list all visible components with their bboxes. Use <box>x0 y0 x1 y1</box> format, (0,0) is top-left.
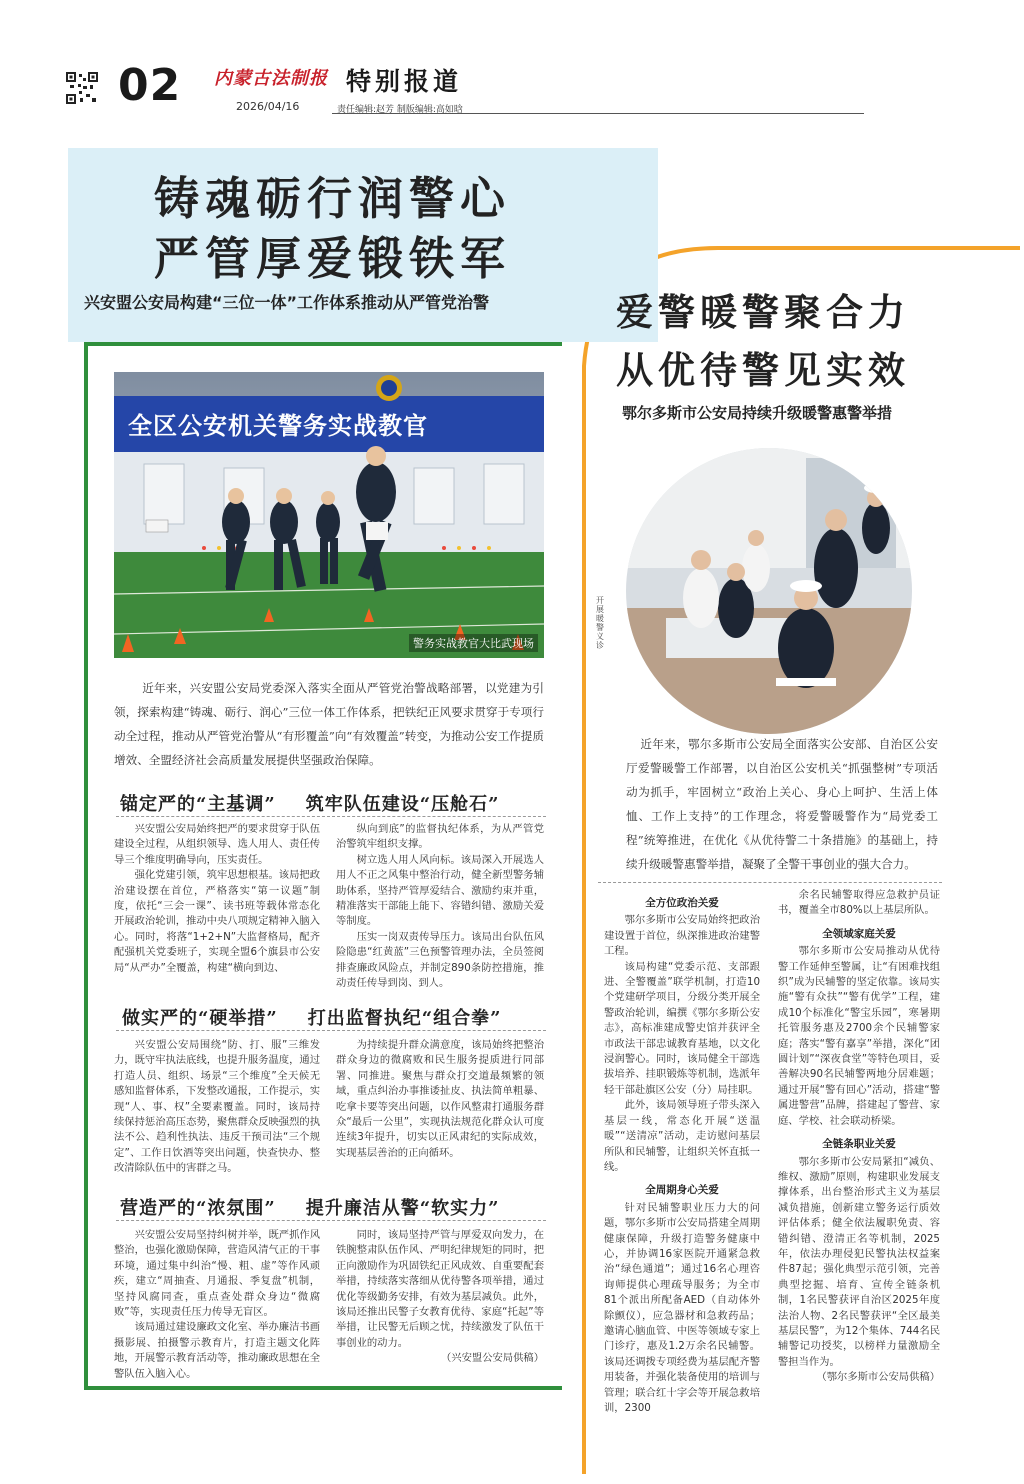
photo-caption: 警务实战教官大比武现场 <box>409 634 538 652</box>
section-divider <box>116 1220 546 1221</box>
section-1-column-2: 纵向到底”的监督执纪体系，为从严管党治警筑牢组织支撑。 树立选人用人风向标。该局深入开展选人用人不正之风集中整治行动，健全新型警务辅助体系，坚持严管厚爱结合、激励约束并重，精准落实干部能上能下、容错纠错、激励关爱等制度。 压实一岗双责传导压力。该局出台队伍风险隐患“红黄蓝”三色预警管理办法，全员签阅排查廉政风险点，并制定890条防控措施，推动责任传导到岗、到人。 <box>336 823 544 990</box>
publication-date: 2026/04/16 <box>236 100 300 113</box>
qr-code <box>66 72 98 104</box>
circle-photo-caption: 开展暖警义诊 <box>596 596 604 650</box>
header-divider <box>332 113 864 114</box>
right-column-1: 全方位政治关爱 鄂尔多斯市公安局始终把政治建设置于首位，纵深推进政治建警工程。 该局构建“党委示范、支部跟进、全警覆盖”联学机制，打造10个党建研学项目，分级分类开展全警政治轮训，编撰《鄂尔多斯公安志》，高标准建成警史馆并获评全市政法干部忠诚教育基地，以文化浸润警心。同时，该局健全干部选拔培养、挂职锻炼等机制，选派年轻干部赴旗区公安（分）局挂职。 此外，该局领导班子带头深入基层一线，常态化开展“送温暖”“送清凉”活动，走访慰问基层所队和民辅警，让组织关怀直抵一线。 全周期身心关爱 针对民辅警职业压力大的问题，鄂尔多斯市公安局搭建全周期健康保障，升级打造警务健康中心，并协调16家医院开通紧急救治“绿色通道”；通过16名心理咨询师提供心理疏导服务；为全市81个派出所配备AED（自动体外除颤仪），应急器材和急救药品；邀请心脑血管、中医等领域专家上门诊疗，惠及1.2万余名民辅警。该局还调拨专项经费为基层配齐警用装备，并强化装备使用的培训与管理；联合红十字会等开展急救培训，2300 <box>604 897 760 1414</box>
left-subtitle: 兴安盟公安局构建“三位一体”工作体系推动从严管党治警 <box>84 293 490 312</box>
left-title-line1: 铸魂砺行润警心 <box>154 172 512 225</box>
newspaper-masthead: 内蒙古法制报 <box>214 68 328 89</box>
section-heading-3: 营造严的“浓氛围” 提升廉洁从警“软实力” <box>120 1198 500 1219</box>
section-2-column-1: 兴安盟公安局围绕“防、打、服”三维发力，既守牢执法底线，也提升服务温度，通过打造人员、组织、场景“三个维度”全天候无感知监督体系，下发整改通报，工作提示，实现“人、事、权”全要素覆盖。同时，该局持续保持惩治高压态势，聚焦群众反映强烈的执法不公、趋利性执法、违反干预司法“三个规定”、工作日饮酒等突出问题，快查快办、整改清除队伍中的害群之马。 <box>114 1039 320 1175</box>
left-article-source: （兴安盟公安局供稿） <box>441 1352 544 1365</box>
section-heading-1: 锚定严的“主基调” 筑牢队伍建设“压舱石” <box>120 794 500 815</box>
right-subtitle: 鄂尔多斯市公安局持续升级暖警惠警举措 <box>622 404 893 422</box>
editor-credits: 责任编辑:赵芳 制版编辑:高如晗 <box>337 105 463 115</box>
section-heading-2: 做实严的“硬举措” 打出监督执纪“组合拳” <box>122 1008 502 1029</box>
subheading-family-care: 全领域家庭关爱 <box>822 927 896 940</box>
section-2-column-2: 为持续提升群众满意度，该局始终把整治群众身边的微腐败和民生服务提质进行同部署、同推进。聚焦与群众打交道最频繁的领域，重点纠治办事推诿扯皮、执法简单粗暴、吃拿卡要等突出问题，以作风整肃打通服务群众“最后一公里”，实现执法规范化群众认可度连续3年提升，切实以正风肃纪的实际成效，实现基层善治的正向循环。 <box>336 1039 544 1159</box>
section-divider <box>116 816 546 817</box>
section-divider <box>116 1030 546 1031</box>
left-article-intro: 近年来，兴安盟公安局党委深入落实全面从严管党治警战略部署，以党建为引领，探索构建“铸魂、砺行、润心”三位一体工作体系，把铁纪正风要求贯穿于专项行动全过程，推动从严管党治警从“有形覆盖”向“有效覆盖”转变，为推动公安工作提质增效、全盟经济社会高质量发展提供坚强政治保障。 <box>114 681 544 767</box>
page-number: 02 <box>118 60 182 111</box>
subheading-political-care: 全方位政治关爱 <box>645 897 719 909</box>
left-title-line2: 严管厚爱锻铁军 <box>154 232 512 285</box>
right-article-source: （鄂尔多斯市公安局供稿） <box>816 1371 940 1384</box>
section-1-column-1: 兴安盟公安局始终把严的要求贯穿于队伍建设全过程，从组织领导、选人用人、责任传导三个维度明确导向，压实责任。 强化党建引领，筑牢思想根基。该局把政治建设摆在首位，严格落实“第一议题”制度，依托“三会一课”、读书班等载体常态化开展政治轮训，推动中央八项规定精神入脑入心。同时，将落“1+2+N”大监督格局，配齐配强机关党委班子，实现全盟6个旗县市公安局“从严办”全覆盖，构建“横向到边、 <box>114 823 320 974</box>
right-column-2: 余名民辅警取得应急救护员证书，覆盖全市80%以上基层所队。 全领域家庭关爱 鄂尔多斯市公安局推动从优待警工作延伸至警属，让“有困难找组织”成为民辅警的坚定依靠。该局实施“警有众扶”“警有优学”工程，建成10个标准化“警宝乐园”，寒暑期托管服务惠及2700余个民辅警家庭；落实“警有嘉享”举措，深化“团圆计划”“深夜食堂”等特色项目，妥善解决90名民辅警两地分居难题；通过开展“警有回心”活动，搭建“警属进警营”品牌，搭建起了警营、家庭、学校、社会联动桥梁。 全链条职业关爱 鄂尔多斯市公安局紧扣“减负、维权、激励”原则，构建职业发展支撑体系，出台整治形式主义为基层减负措施，创新建立警务运行质效评估体系；健全依法履职免责、容错纠错、澄清正名等机制，2025年，依法办理侵犯民警执法权益案件87起；强化典型示范引领，完善典型挖掘、培育、宣传全链条机制，1名民警获评自治区2025年度法治人物、2名民警获评“全区最美基层民警”，为12个集体、744名民辅警记功授奖，以榜样力量激励全警担当作为。 （鄂尔多斯市公安局供稿） <box>778 888 940 1386</box>
right-title-line1: 爱警暖警聚合力 <box>616 290 910 334</box>
subheading-health-care: 全周期身心关爱 <box>645 1184 719 1197</box>
section-title: 特别报道 <box>346 67 463 96</box>
section-3-column-1: 兴安盟公安局坚持纠树并举，既严抓作风整治，也强化激励保障，营造风清气正的干事环境，通过集中纠治“慢、粗、虚”等作风顽疾，建立“周抽查、月通报、季复盘”机制，坚持风腐同查，重点查处群众身边“微腐败”等，实现责任压力传导无盲区。 该局通过建设廉政文化室、举办廉洁书画摄影展、拍摄警示教育片，打造主题文化阵地，开展警示教育活动等，推动廉政思想在全警队伍入脑入心。 <box>114 1229 320 1380</box>
right-article-intro: 近年来，鄂尔多斯市公安局全面落实公安部、自治区公安厅爱警暖警工作部署，以自治区公安机关“抓强整树”专项活动为抓手，牢固树立“政治上关心、身心上呵护、生活上体恤、工作上支持”的工作理念，将爱警暖警作为“局党委工程”统筹推进，在优化《从优待警二十条措施》的基础上，持续升级暖警惠警举措，凝聚了全警干事创业的强大合力。 <box>626 737 938 871</box>
medical-clinic-photo <box>626 448 912 734</box>
section-3-column-2: 同时，该局坚持严管与厚爱双向发力，在铁腕整肃队伍作风、严明纪律规矩的同时，把正向激励作为巩固铁纪正风成效、自重要配套举措，持续落实落细从优待警各项举措，通过优化等级勤务安排，有效为基层减负。此外，该局还推出民警子女教育优待、家庭“托起”等举措，让民警无后顾之忧，持续激发了队伍干事创业的动力。 （兴安盟公安局供稿） <box>336 1228 544 1367</box>
subheading-career-care: 全链条职业关爱 <box>822 1138 896 1151</box>
training-competition-photo <box>114 372 544 658</box>
photo-banner-text: 全区公安机关警务实战教官 <box>128 412 428 440</box>
intro-divider <box>598 882 942 883</box>
right-title-line2: 从优待警见实效 <box>616 348 910 392</box>
